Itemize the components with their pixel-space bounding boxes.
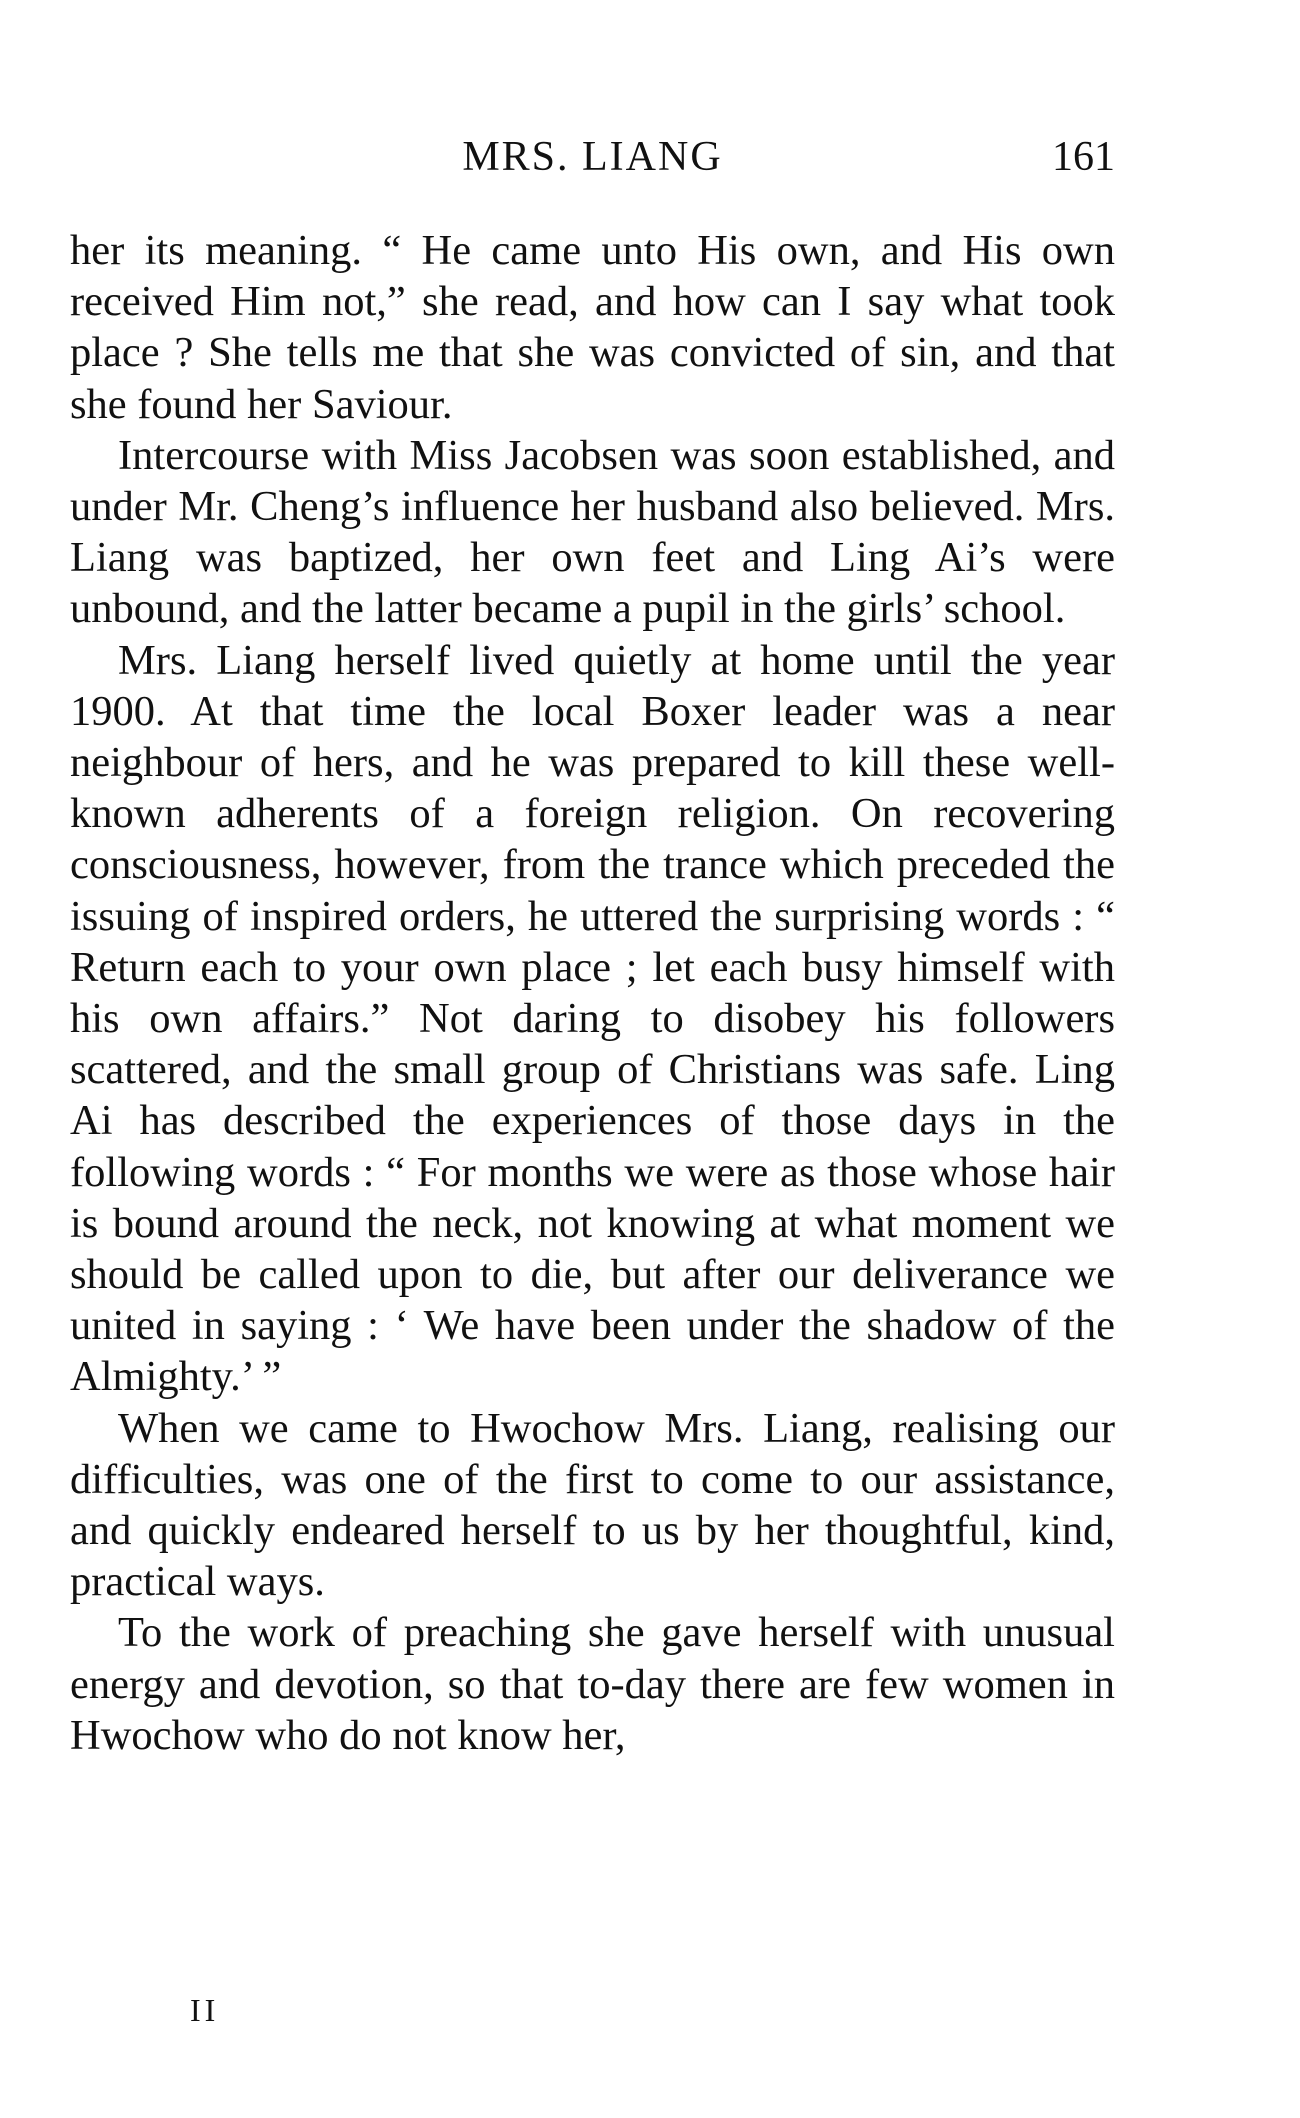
page-number: 161 bbox=[1052, 134, 1115, 180]
running-head bbox=[70, 132, 1115, 182]
paragraph-preaching: To the work of preaching she gave herself with unusual energy and devotion, so that to-day there are few women in Hwochow who do not know her, bbox=[70, 1609, 1115, 1759]
paragraph-continuation: her its meaning. “ He came unto His own, and His own received Him not,” she read, and how can I say what took place ? She tells me that she was convicted of sin, and that she found her Saviour. bbox=[70, 227, 1115, 428]
paragraph-intercourse: Intercourse with Miss Jacobsen was soon established, and under Mr. Cheng’s influence her husband also believed. Mrs. Liang was baptized, her own feet and Ling Ai’s were unbound, and the latter became a pupil in the girls’ school. bbox=[70, 431, 1115, 633]
body-text bbox=[70, 225, 1115, 1761]
paragraph-hwochow: When we came to Hwochow Mrs. Liang, realising our difficulties, was one of the first to come to our assistance, and quickly endeared herself to us by her thoughtful, kind, practical ways. bbox=[70, 1404, 1115, 1606]
running-title: MRS. LIANG bbox=[462, 134, 723, 180]
paragraph-boxer: Mrs. Liang herself lived quietly at home until the year 1900. At that time the local Boxer leader was a near neighbour of hers, and he was prepared to kill these well-known adherents of a foreign religion. On recovering consciousness, however, from the trance which preceded the issuing of inspired orders, he uttered the surprising words : “ Return each to your own place ; let each busy himself with his own affairs.” Not daring to disobey his followers scattered, and the small group of Christians was safe. Ling Ai has described the experiences of those days in the following words : “ For months we were as those whose hair is bound around the neck, not knowing at what moment we should be called upon to die, but after our deliverance we united in saying : ‘ We have been under the shadow of the Almighty.’ ” bbox=[70, 636, 1115, 1401]
book-page bbox=[70, 0, 1115, 2118]
signature-mark: II bbox=[190, 1992, 220, 2028]
